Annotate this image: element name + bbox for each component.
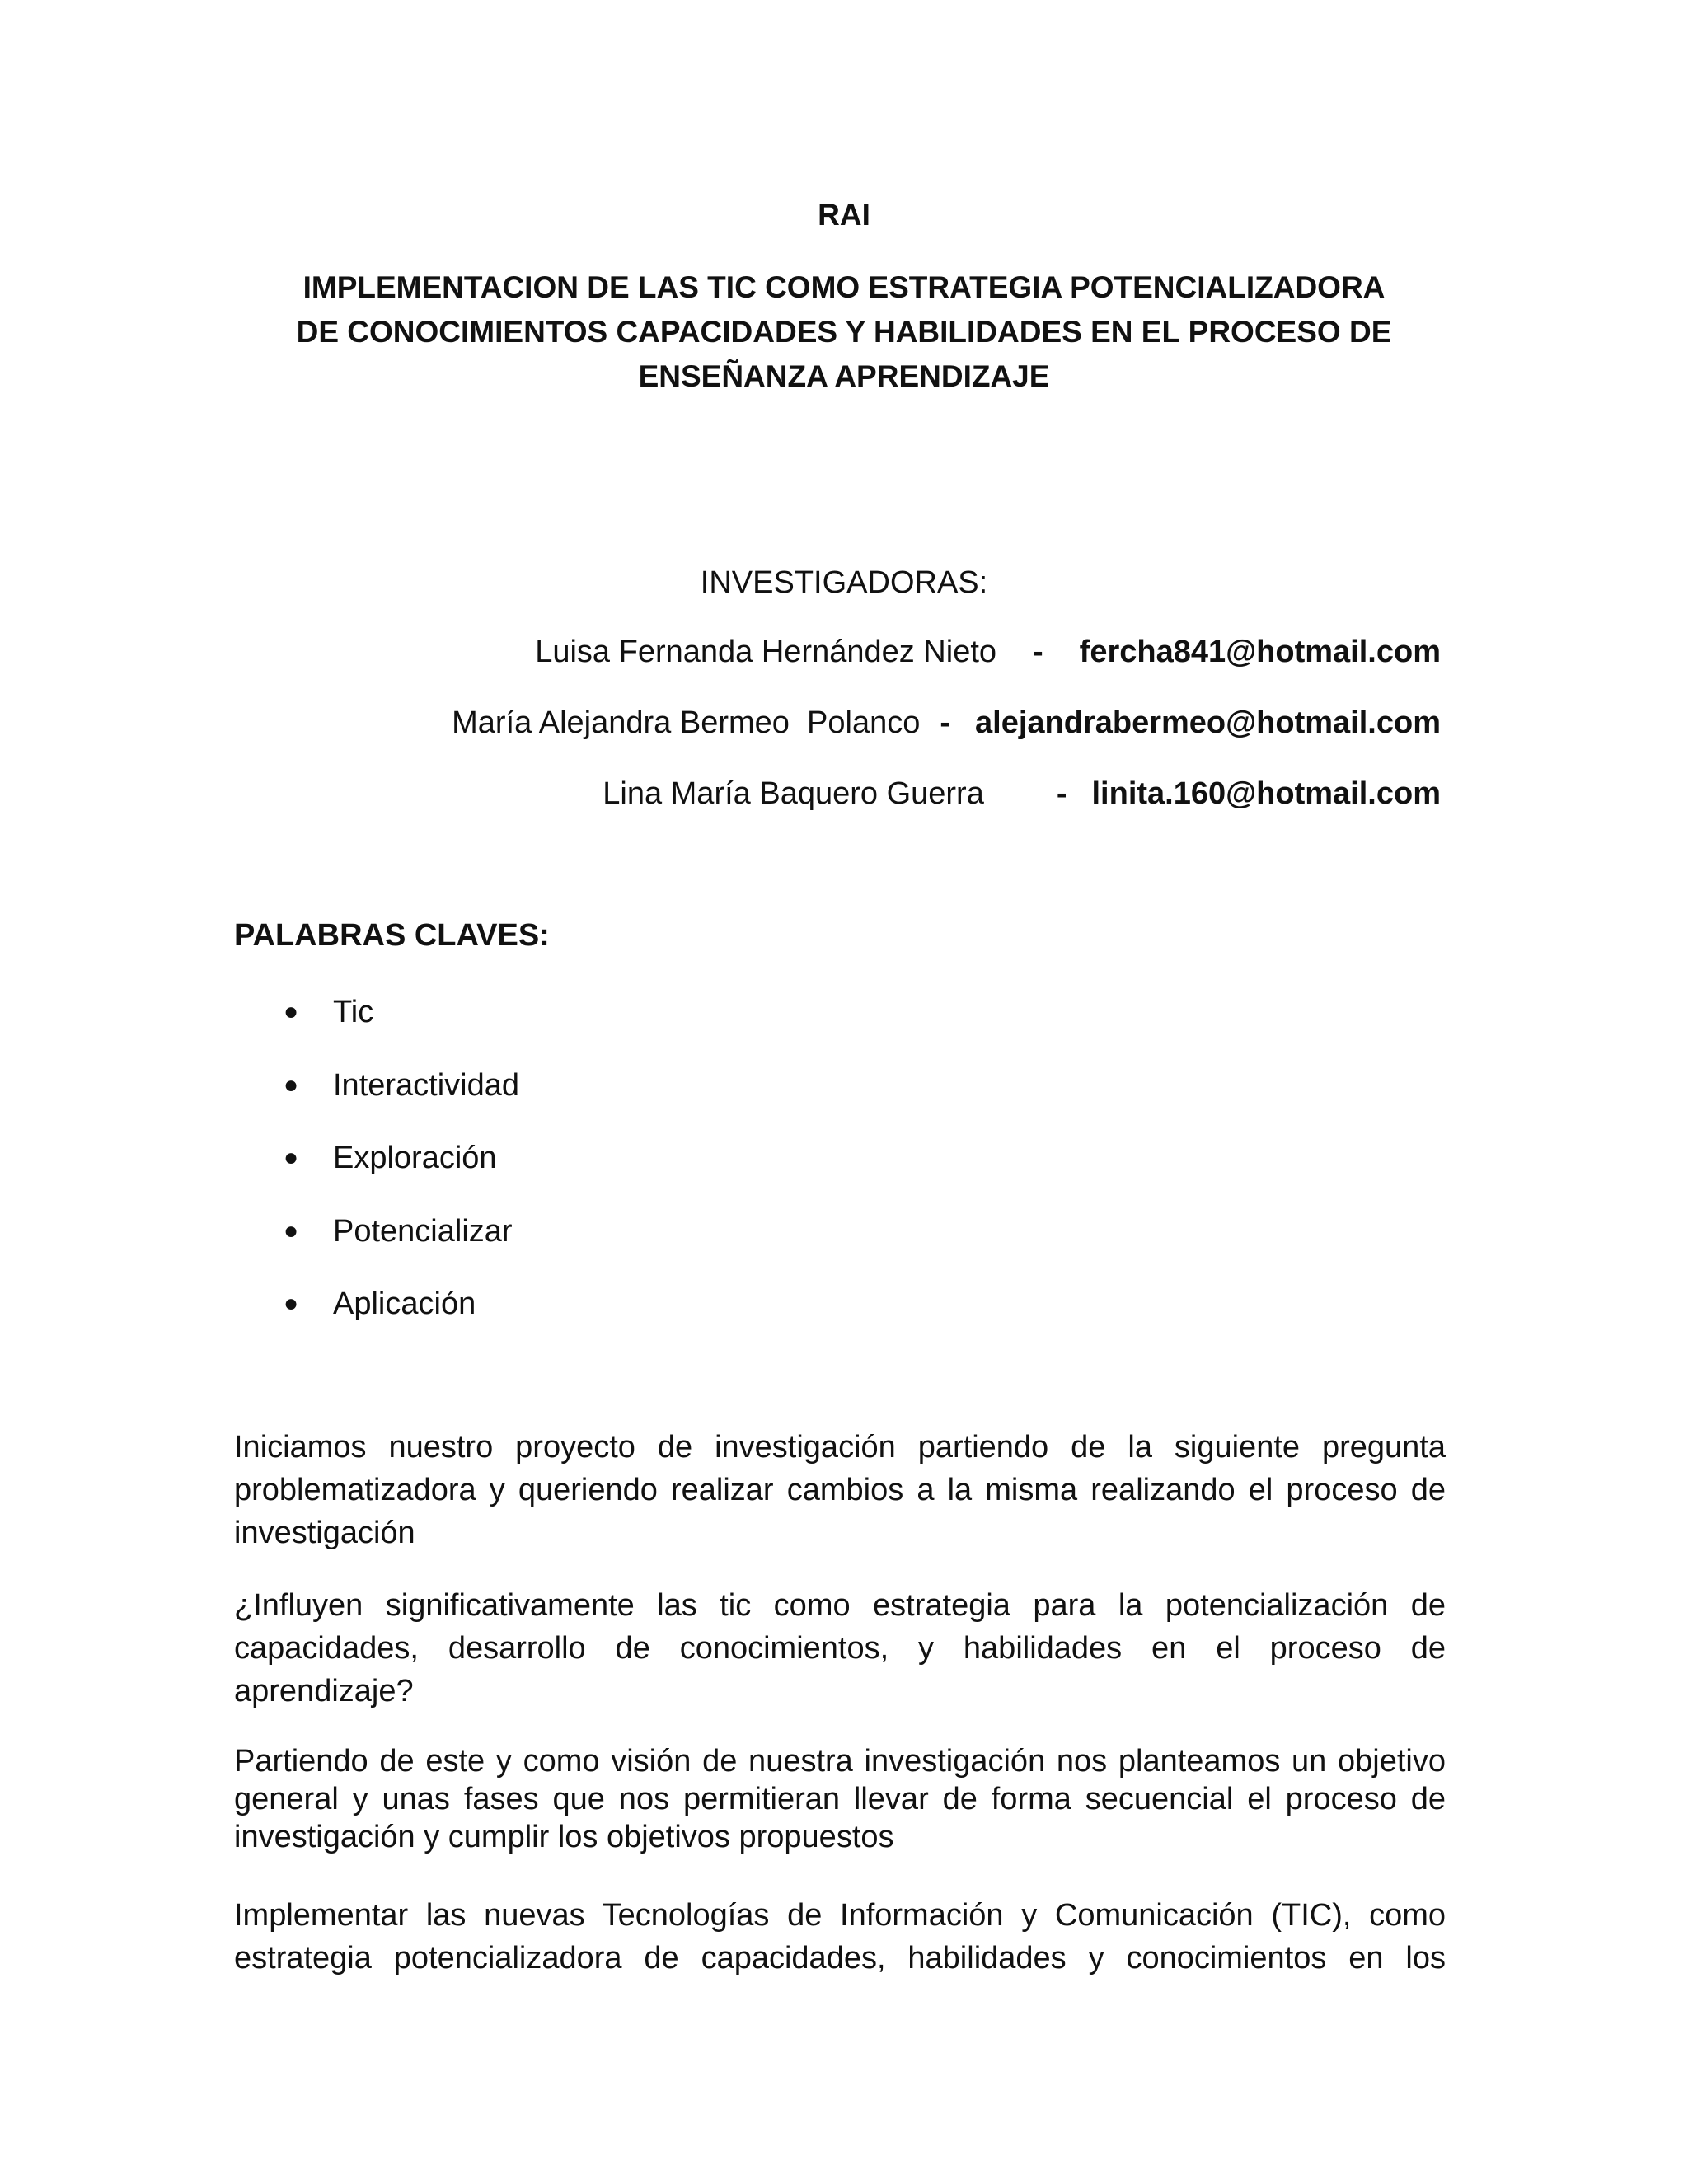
list-item — [234, 1281, 519, 1354]
bullet-icon: ● — [284, 1290, 299, 1317]
paragraph: Partiendo de este y como visión de nuestra investigación nos planteamos un objetivo general y unas fases que nos permitieran llevar de forma secuencial el proceso de investigación y cumplir los objetivos propuestos — [234, 1744, 1446, 1854]
title-line: IMPLEMENTACION DE LAS TIC COMO ESTRATEGIA POTENCIALIZADORA — [302, 270, 1386, 304]
researcher-name: Luisa Fernanda Hernández Nieto — [535, 635, 997, 669]
researcher-email: alejandrabermeo@hotmail.com — [975, 705, 1441, 740]
keyword: Tic — [333, 995, 374, 1029]
researchers-label: INVESTIGADORAS: — [700, 565, 988, 600]
keyword: Aplicación — [333, 1286, 476, 1321]
list-item — [234, 1062, 519, 1136]
researcher-email: linita.160@hotmail.com — [1091, 776, 1441, 811]
separator-dash: - — [1033, 635, 1043, 669]
keyword: Exploración — [333, 1141, 497, 1175]
document-title — [0, 265, 1688, 399]
bullet-icon: ● — [284, 1216, 299, 1244]
researcher-line — [535, 635, 1441, 670]
researcher-email: fercha841@hotmail.com — [1079, 635, 1441, 669]
paragraph: Implementar las nuevas Tecnologías de Información y Comunicación (TIC), como estrategia potencializadora de capacidades, habilidades y conocimientos en los — [234, 1898, 1446, 1975]
keyword: Potencializar — [333, 1213, 513, 1249]
list-item — [234, 1208, 519, 1282]
title-line: DE CONOCIMIENTOS CAPACIDADES Y HABILIDADES EN EL PROCESO DE — [296, 315, 1392, 349]
bullet-icon: ● — [284, 998, 299, 1025]
separator-dash: - — [940, 705, 950, 740]
document-label: RAI — [818, 198, 870, 232]
keyword: Interactividad — [333, 1067, 520, 1103]
researcher-line — [603, 776, 1441, 812]
keywords-list — [234, 989, 519, 1354]
paragraph: Iniciamos nuestro proyecto de investigación partiendo de la siguiente pregunta problematizadora y queriendo realizar cambios a la misma realizando el proceso de investigación — [234, 1430, 1446, 1550]
title-line: ENSEÑANZA APRENDIZAJE — [638, 359, 1050, 393]
list-item — [234, 1135, 519, 1208]
researcher-name: Lina María Baquero Guerra — [603, 776, 984, 811]
paragraph: ¿Influyen significativamente las tic como estrategia para la potencialización de capacidades, desarrollo de conocimientos, y habilidades en el proceso de aprendizaje? — [234, 1588, 1446, 1708]
researcher-name: María Alejandra Bermeo Polanco — [452, 705, 921, 740]
researcher-line — [452, 705, 1441, 741]
list-item — [234, 989, 519, 1062]
bullet-icon: ● — [284, 1144, 299, 1171]
bullet-icon: ● — [284, 1071, 299, 1099]
keywords-heading: PALABRAS CLAVES: — [234, 918, 550, 953]
separator-dash: - — [1056, 776, 1067, 811]
